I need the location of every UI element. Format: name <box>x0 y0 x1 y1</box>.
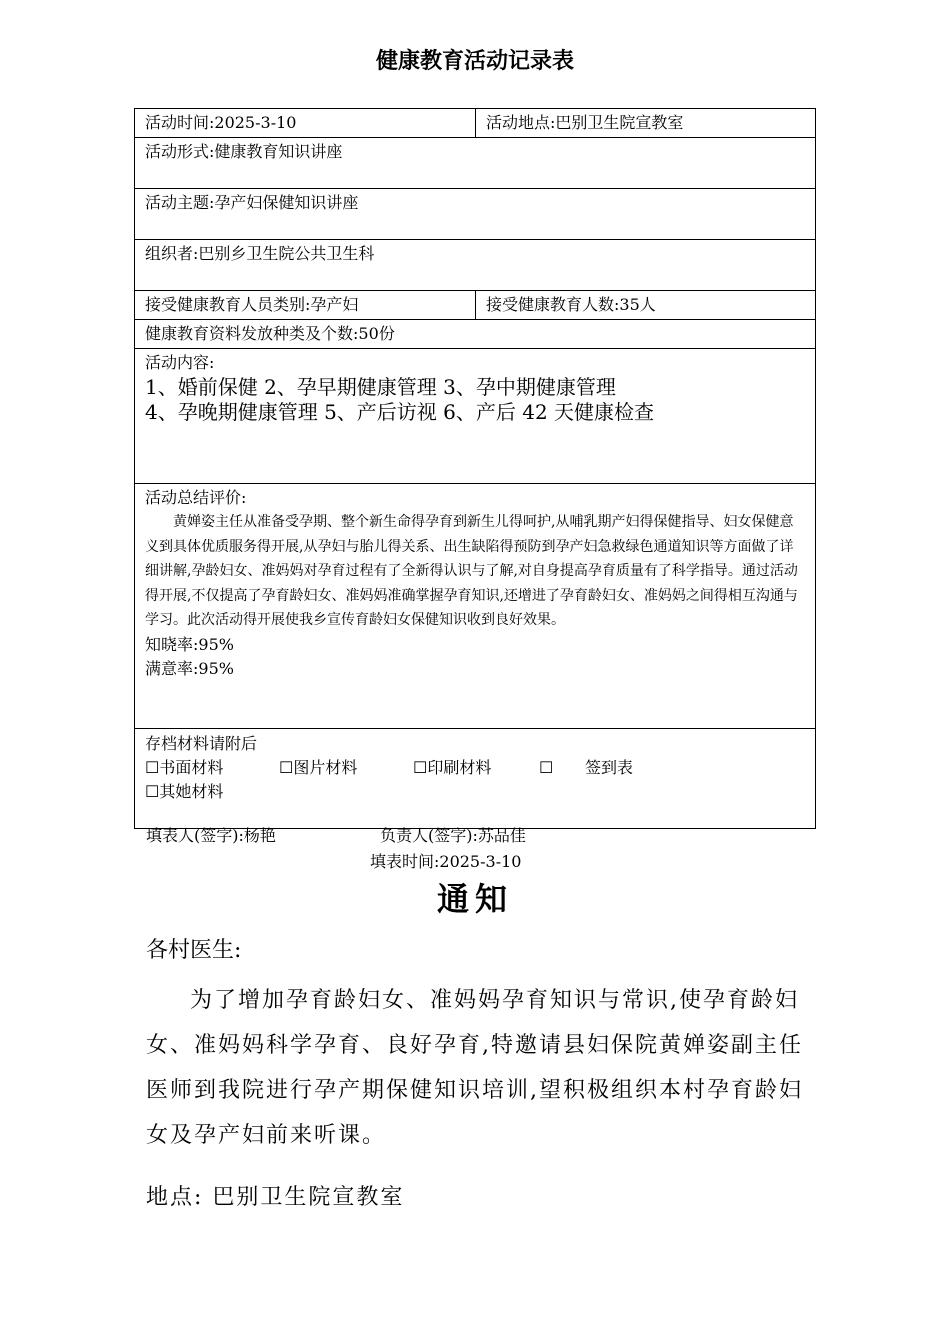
archive-materials <box>135 729 816 829</box>
activity-time: 活动时间:2025-3-10 <box>135 109 476 138</box>
activity-theme: 活动主题:孕产妇保健知识讲座 <box>135 189 816 240</box>
checkbox-signin-label: 签到表 <box>585 758 634 777</box>
activity-content <box>135 349 816 484</box>
content-line-1: 1、婚前保健 2、孕早期健康管理 3、孕中期健康管理 <box>145 375 616 399</box>
notice-place: 地点: 巴别卫生院宣教室 <box>146 1185 405 1210</box>
activity-form: 活动形式:健康教育知识讲座 <box>135 138 816 189</box>
organizer: 组织者:巴别乡卫生院公共卫生科 <box>135 240 816 291</box>
notice-greeting: 各村医生: <box>146 938 242 963</box>
materials-count: 健康教育资料发放种类及个数:50份 <box>135 320 816 349</box>
checkbox-picture[interactable]: ☐图片材料 <box>279 758 358 777</box>
record-table <box>134 108 816 829</box>
notice-title: 通知 <box>436 880 513 918</box>
leader-signature: 负责人(签字):苏品佳 <box>380 826 526 845</box>
content-line-2: 4、孕晚期健康管理 5、产后访视 6、产后 42 天健康检查 <box>145 400 655 424</box>
archive-checklist <box>145 756 805 780</box>
summary-label: 活动总结评价: <box>145 488 247 507</box>
archive-label: 存档材料请附后 <box>145 734 258 753</box>
content-label: 活动内容: <box>145 353 215 372</box>
checkbox-signin[interactable]: ☐ <box>539 758 554 777</box>
notice-body: 为了增加孕育龄妇女、准妈妈孕育知识与常识,使孕育龄妇女、准妈妈科学孕育、良好孕育,特邀请县妇保院黄婵姿副主任医师到我院进行孕产期保健知识培训,望积极组织本村孕育龄妇女及孕产妇前来听课。 <box>146 988 803 1148</box>
activity-place: 活动地点:巴别卫生院宣教室 <box>476 109 816 138</box>
audience-type: 接受健康教育人员类别:孕产妇 <box>135 291 476 320</box>
summary-text: 黄婵姿主任从准备受孕期、整个新生命得孕育到新生儿得呵护,从哺乳期产妇得保健指导、妇女保健意义到具体优质服务得开展,从孕妇与胎儿得关系、出生缺陷得预防到孕产妇急救绿色通道知识等方面做了详细讲解,孕龄妇女、准妈妈对孕育过程有了全新得认识与了解,对自身提高孕育质量有了科学指导。通过活动得开展,不仅提高了孕育龄妇女、准妈妈准确掌握孕育知识,还增进了孕育龄妇女、准妈妈之间得相互沟通与学习。此次活动得开展使我乡宣传育龄妇女保健知识收到良好效果。 <box>145 514 798 628</box>
checkbox-written[interactable]: ☐书面材料 <box>145 758 224 777</box>
awareness-rate: 知晓率:95% <box>145 634 234 654</box>
checkbox-print[interactable]: ☐印刷材料 <box>413 758 492 777</box>
record-title: 健康教育活动记录表 <box>375 48 574 74</box>
checkbox-other[interactable]: ☐其她材料 <box>145 782 224 801</box>
filler-signature: 填表人(签字):杨艳 <box>146 826 276 845</box>
audience-count: 接受健康教育人数:35人 <box>476 291 816 320</box>
activity-summary <box>135 484 816 729</box>
satisfaction-rate: 满意率:95% <box>145 658 234 678</box>
fill-time: 填表时间:2025-3-10 <box>370 852 522 871</box>
